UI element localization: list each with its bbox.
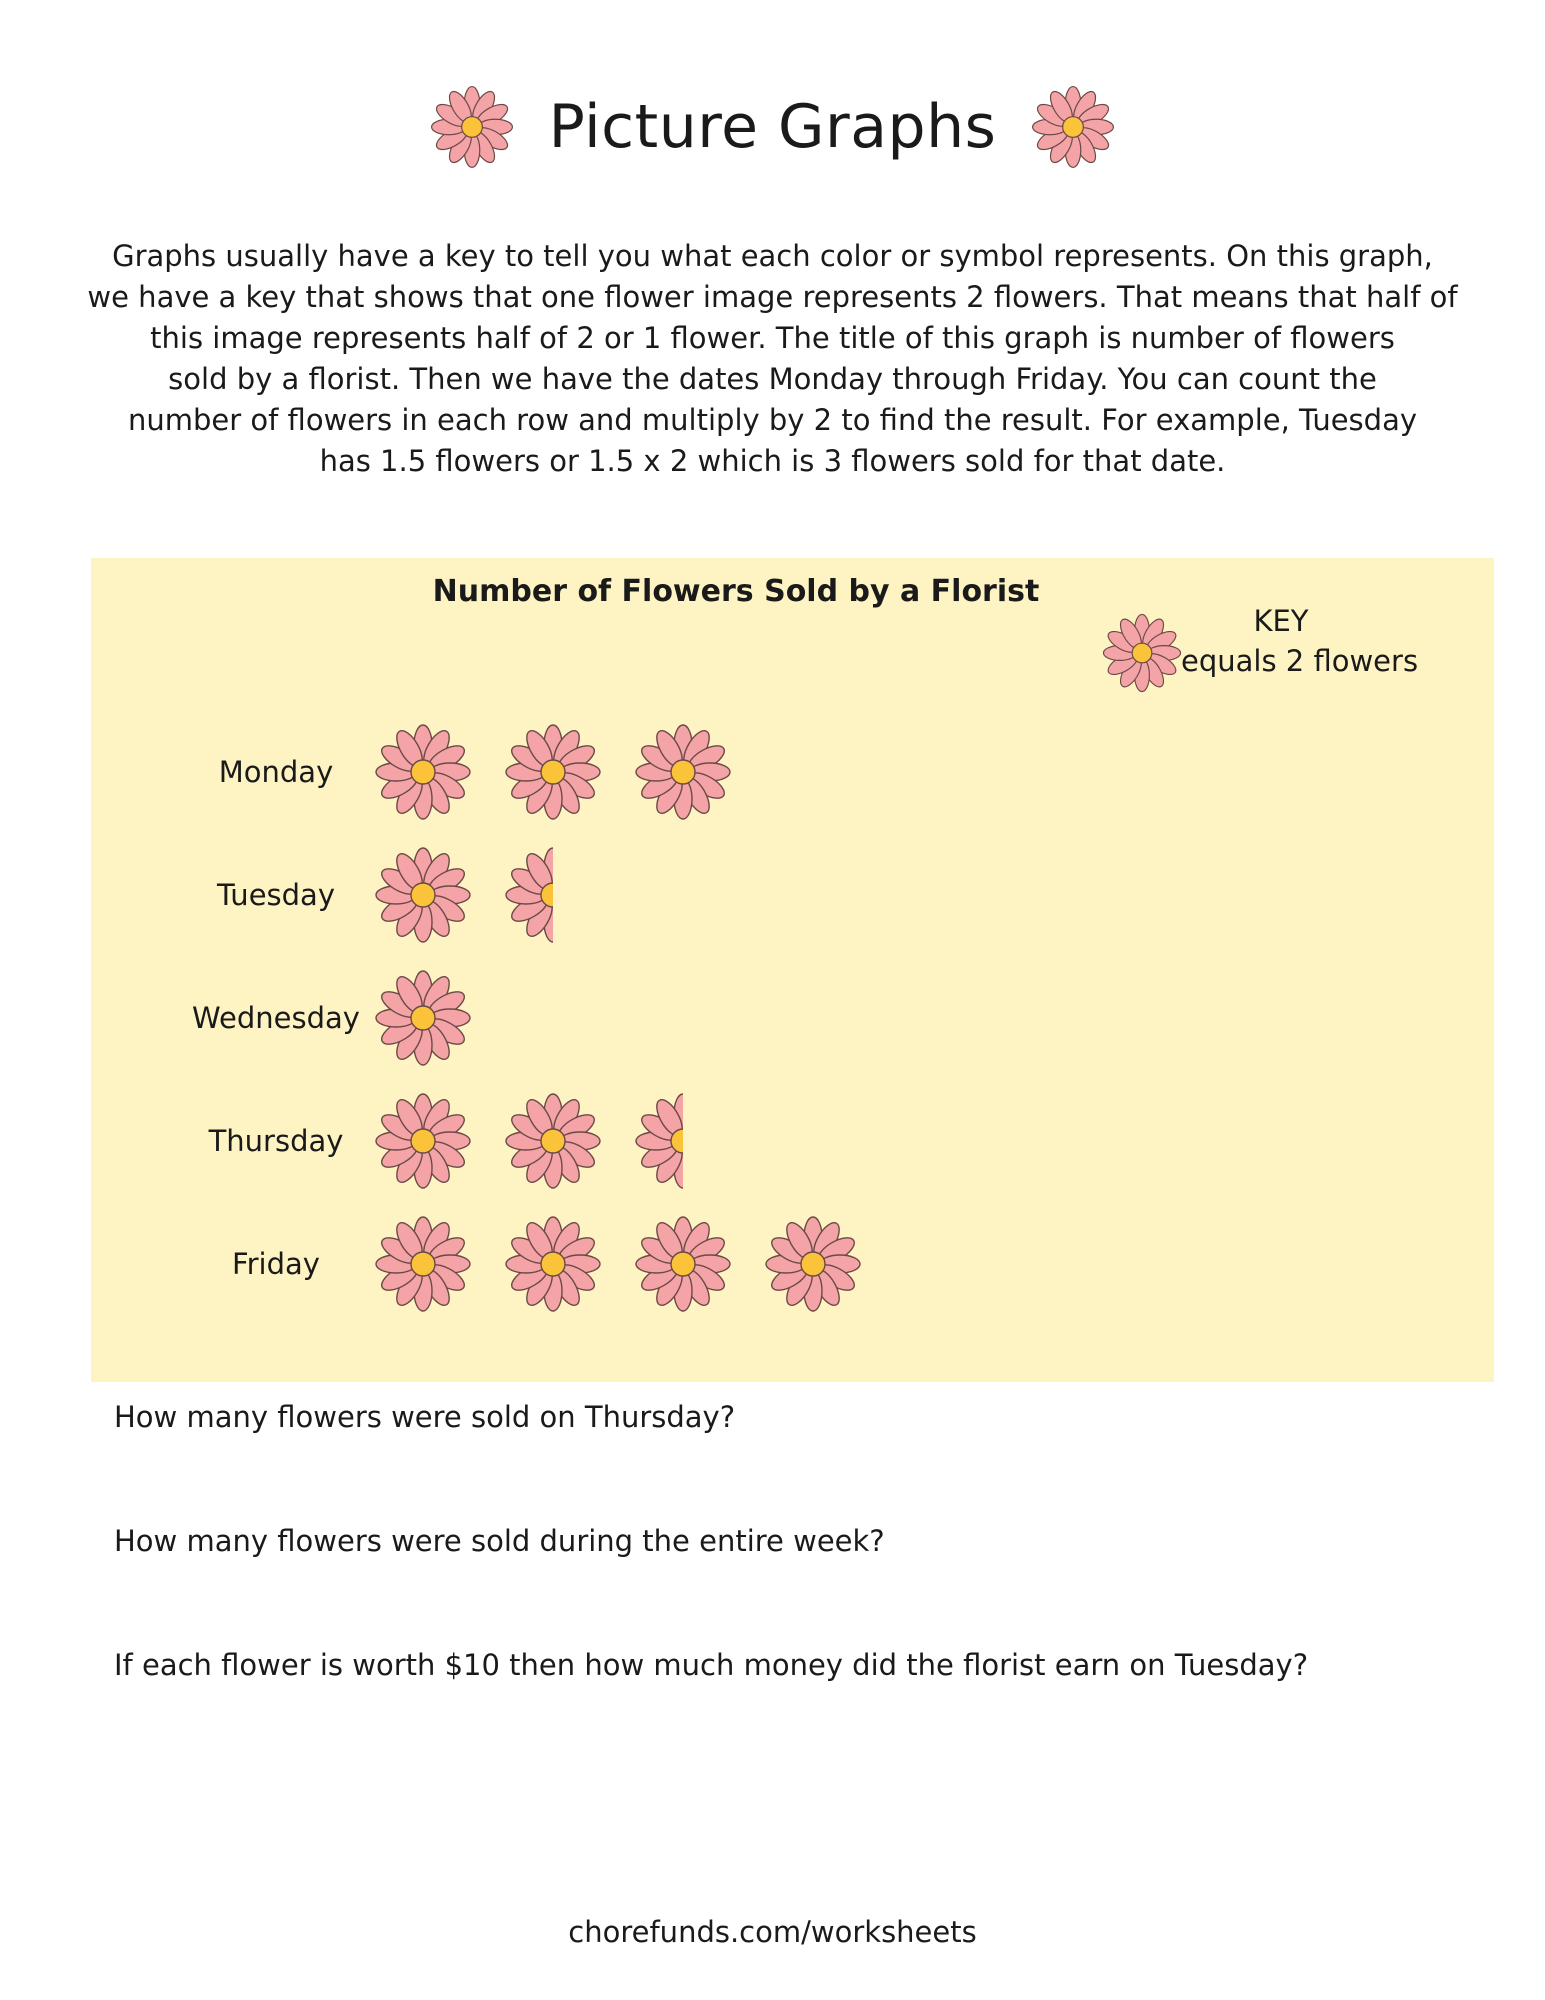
key-heading: KEY [1253,604,1309,638]
page-title: Picture Graphs [548,92,997,162]
half-flower-icon [633,1091,733,1191]
question-tuesday-earnings: If each flower is worth $10 then how much money did the florist earn on Tuesday? [114,1648,1309,1682]
intro-line: has 1.5 flowers or 1.5 x 2 which is 3 flowers sold for that date. [319,444,1226,478]
flower-icon [373,845,473,945]
flower-icon [373,722,473,822]
intro-paragraph [80,236,1465,482]
flower-icon [373,1214,473,1314]
flower-icon [373,968,473,1068]
intro-line: Graphs usually have a key to tell you what each color or symbol represents. On this graph, [112,239,1433,273]
flower-icon [373,1091,473,1191]
flower-icon [633,1214,733,1314]
row-label: Wednesday [192,1001,360,1035]
chart-key [1101,594,1461,694]
half-flower-icon [503,845,603,945]
flower-icon [503,1214,603,1314]
chart-title: Number of Flowers Sold by a Florist [432,574,1040,609]
flower-icon [633,722,733,822]
flower-icon [503,1091,603,1191]
question-thursday: How many flowers were sold on Thursday? [114,1400,736,1434]
flower-icon [1030,84,1116,170]
intro-line: sold by a florist. Then we have the dates Monday through Friday. You can count the [168,362,1377,396]
row-label: Monday [218,755,334,789]
footer-url: chorefunds.com/worksheets [568,1915,977,1949]
title-row [0,72,1545,182]
flower-icon [503,722,603,822]
question-week-total: How many flowers were sold during the entire week? [114,1524,885,1558]
flower-icon [763,1214,863,1314]
intro-line: we have a key that shows that one flower image represents 2 flowers. That means that half of [87,280,1458,314]
pictograph-chart [91,558,1494,1382]
row-label: Thursday [208,1124,344,1158]
key-label: equals 2 flowers [1181,644,1419,678]
intro-line: number of flowers in each row and multiply by 2 to find the result. For example, Tuesday [127,403,1418,437]
key-flower-icon [1101,612,1183,698]
row-label: Tuesday [217,878,335,912]
row-label: Friday [232,1247,320,1281]
flower-icon [429,84,515,170]
intro-line: this image represents half of 2 or 1 flower. The title of this graph is number of flowers [150,321,1395,355]
